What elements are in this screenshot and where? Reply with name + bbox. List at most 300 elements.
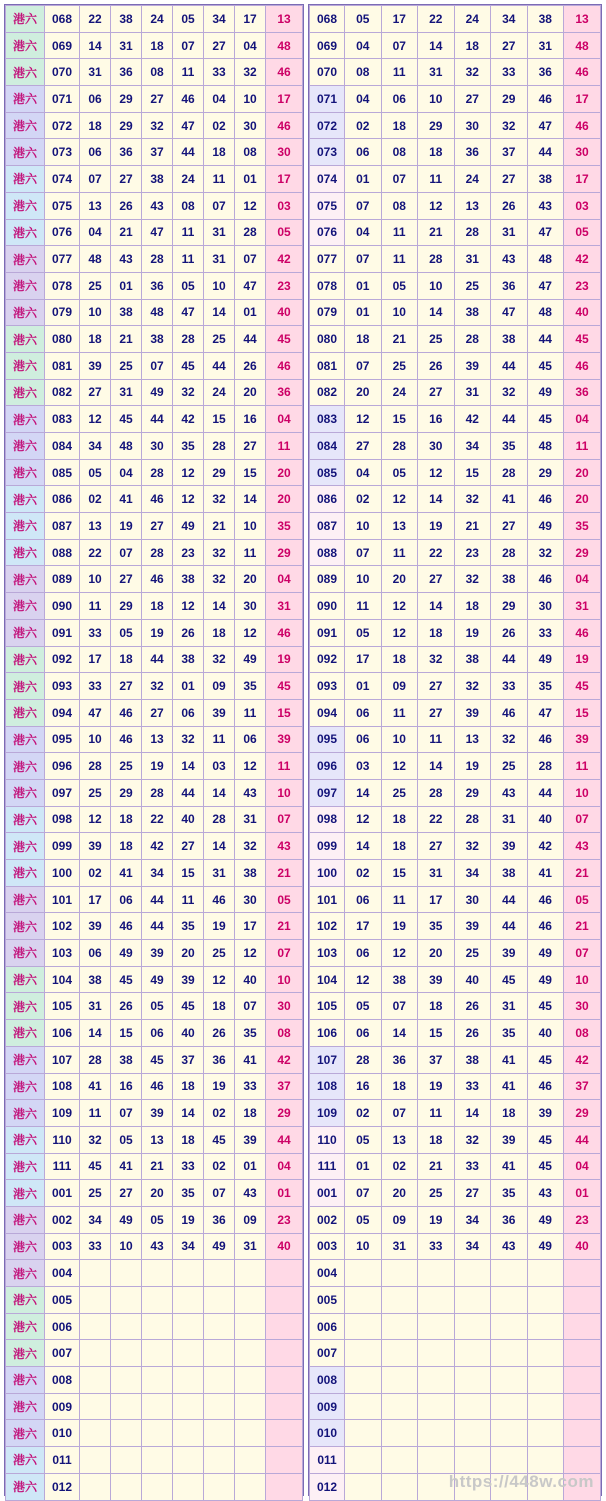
- number-cell: 37: [491, 139, 528, 166]
- number-cell: 45: [527, 352, 564, 379]
- special-number-cell: 40: [266, 1233, 303, 1260]
- number-cell: 13: [454, 192, 491, 219]
- number-cell: 17: [80, 646, 111, 673]
- number-cell: 44: [527, 326, 564, 353]
- table-row: [6, 806, 303, 833]
- number-cell: 31: [204, 246, 235, 273]
- number-cell: 29: [111, 779, 142, 806]
- number-cell: [381, 1447, 418, 1474]
- table-row: [6, 753, 303, 780]
- number-cell: 25: [204, 940, 235, 967]
- number-cell: 27: [454, 1180, 491, 1207]
- number-cell: 28: [381, 433, 418, 460]
- number-cell: [454, 1447, 491, 1474]
- number-cell: 01: [345, 272, 382, 299]
- row-index: 068: [45, 6, 80, 33]
- table-row: [310, 753, 601, 780]
- row-index: 100: [45, 860, 80, 887]
- number-cell: 43: [235, 779, 266, 806]
- number-cell: 38: [454, 299, 491, 326]
- number-cell: 49: [527, 1233, 564, 1260]
- row-index: 079: [45, 299, 80, 326]
- number-cell: [173, 1447, 204, 1474]
- special-number-cell: 46: [564, 112, 601, 139]
- number-cell: 43: [527, 192, 564, 219]
- row-index: 078: [45, 272, 80, 299]
- table-row: [310, 673, 601, 700]
- number-cell: 02: [204, 112, 235, 139]
- number-cell: 49: [527, 513, 564, 540]
- number-cell: 06: [111, 886, 142, 913]
- row-index: 102: [310, 913, 345, 940]
- number-cell: 26: [111, 993, 142, 1020]
- table-row: [6, 1180, 303, 1207]
- row-index: 095: [45, 726, 80, 753]
- number-cell: 45: [173, 352, 204, 379]
- number-cell: 25: [491, 753, 528, 780]
- number-cell: [80, 1287, 111, 1314]
- number-cell: 20: [235, 566, 266, 593]
- table-row: [6, 406, 303, 433]
- number-cell: 45: [142, 1046, 173, 1073]
- table-row: [6, 673, 303, 700]
- table-row: [6, 1420, 303, 1447]
- number-cell: 34: [454, 1233, 491, 1260]
- number-cell: [111, 1340, 142, 1367]
- number-cell: 11: [173, 59, 204, 86]
- number-cell: 34: [142, 860, 173, 887]
- row-index: 005: [45, 1287, 80, 1314]
- number-cell: 12: [80, 406, 111, 433]
- table-row: [6, 1447, 303, 1474]
- number-cell: 26: [235, 352, 266, 379]
- row-index: 003: [45, 1233, 80, 1260]
- number-cell: [418, 1393, 455, 1420]
- special-number-cell: 01: [266, 1180, 303, 1207]
- number-cell: 43: [491, 246, 528, 273]
- number-cell: [418, 1447, 455, 1474]
- row-index: 006: [45, 1313, 80, 1340]
- number-cell: 09: [235, 1206, 266, 1233]
- row-index: 087: [310, 513, 345, 540]
- number-cell: 17: [418, 886, 455, 913]
- number-cell: 11: [418, 726, 455, 753]
- special-number-cell: 07: [266, 940, 303, 967]
- table-row: [6, 593, 303, 620]
- table-row: [6, 326, 303, 353]
- number-cell: 18: [418, 139, 455, 166]
- row-index: 097: [45, 779, 80, 806]
- number-cell: 31: [381, 1233, 418, 1260]
- row-index: 106: [310, 1020, 345, 1047]
- number-cell: 11: [204, 166, 235, 193]
- table-row: [310, 406, 601, 433]
- number-cell: 32: [173, 726, 204, 753]
- number-cell: 46: [111, 699, 142, 726]
- row-label: 港六: [6, 940, 45, 967]
- special-number-cell: 19: [564, 646, 601, 673]
- special-number-cell: 23: [266, 272, 303, 299]
- number-cell: 29: [204, 459, 235, 486]
- number-cell: 10: [111, 1233, 142, 1260]
- number-cell: 36: [204, 1046, 235, 1073]
- number-cell: 16: [345, 1073, 382, 1100]
- number-cell: 37: [142, 139, 173, 166]
- row-label: 港六: [6, 272, 45, 299]
- number-cell: 44: [142, 913, 173, 940]
- row-label: 港六: [6, 913, 45, 940]
- number-cell: [235, 1313, 266, 1340]
- number-cell: 30: [454, 112, 491, 139]
- number-cell: 11: [80, 593, 111, 620]
- number-cell: 15: [381, 406, 418, 433]
- row-index: 088: [310, 539, 345, 566]
- table-row: [6, 1287, 303, 1314]
- special-number-cell: 21: [564, 860, 601, 887]
- number-cell: 18: [204, 993, 235, 1020]
- row-index: 004: [45, 1260, 80, 1287]
- number-cell: [80, 1260, 111, 1287]
- table-row: [6, 1126, 303, 1153]
- number-cell: 47: [142, 219, 173, 246]
- number-cell: [142, 1420, 173, 1447]
- row-label: 港六: [6, 1206, 45, 1233]
- number-cell: 32: [454, 486, 491, 513]
- number-cell: 25: [80, 779, 111, 806]
- number-cell: [491, 1447, 528, 1474]
- number-cell: 49: [142, 966, 173, 993]
- row-label: 港六: [6, 1367, 45, 1394]
- number-cell: 10: [80, 726, 111, 753]
- number-cell: 06: [345, 1020, 382, 1047]
- number-cell: 04: [111, 459, 142, 486]
- table-row: [310, 940, 601, 967]
- number-cell: 45: [491, 966, 528, 993]
- number-cell: 17: [345, 646, 382, 673]
- table-row: [310, 966, 601, 993]
- table-row: [6, 1073, 303, 1100]
- special-number-cell: [266, 1393, 303, 1420]
- number-cell: 25: [80, 1180, 111, 1207]
- table-row: [310, 379, 601, 406]
- number-cell: [527, 1313, 564, 1340]
- number-cell: 32: [235, 833, 266, 860]
- number-cell: [142, 1340, 173, 1367]
- number-cell: 45: [527, 406, 564, 433]
- number-cell: 11: [80, 1100, 111, 1127]
- number-cell: 45: [527, 993, 564, 1020]
- number-cell: 23: [173, 539, 204, 566]
- number-cell: 32: [235, 59, 266, 86]
- number-cell: 41: [491, 486, 528, 513]
- number-cell: 31: [111, 32, 142, 59]
- row-index: 012: [45, 1473, 80, 1500]
- number-cell: 21: [418, 219, 455, 246]
- number-cell: 34: [204, 6, 235, 33]
- number-cell: 10: [345, 1233, 382, 1260]
- row-label: 港六: [6, 886, 45, 913]
- number-cell: 38: [454, 1046, 491, 1073]
- number-cell: 46: [204, 886, 235, 913]
- number-cell: 05: [345, 1126, 382, 1153]
- special-number-cell: 40: [564, 299, 601, 326]
- number-cell: 01: [235, 1153, 266, 1180]
- row-index: 072: [45, 112, 80, 139]
- number-cell: 26: [491, 619, 528, 646]
- row-index: 007: [310, 1340, 345, 1367]
- special-number-cell: 13: [564, 6, 601, 33]
- row-index: 082: [310, 379, 345, 406]
- special-number-cell: 45: [564, 673, 601, 700]
- special-number-cell: 07: [564, 940, 601, 967]
- table-row: [310, 513, 601, 540]
- table-row: [310, 726, 601, 753]
- row-label: 港六: [6, 1100, 45, 1127]
- number-cell: 38: [491, 566, 528, 593]
- number-cell: 19: [381, 913, 418, 940]
- number-cell: 38: [491, 860, 528, 887]
- number-cell: 19: [454, 619, 491, 646]
- special-number-cell: 03: [564, 192, 601, 219]
- number-cell: 11: [381, 886, 418, 913]
- number-cell: 39: [142, 1100, 173, 1127]
- number-cell: 15: [454, 459, 491, 486]
- number-cell: 40: [173, 806, 204, 833]
- number-cell: 07: [345, 1180, 382, 1207]
- table-row: [6, 913, 303, 940]
- number-cell: 10: [80, 299, 111, 326]
- special-number-cell: 11: [564, 753, 601, 780]
- number-cell: 21: [111, 326, 142, 353]
- number-cell: 04: [345, 459, 382, 486]
- row-index: 092: [45, 646, 80, 673]
- table-row: [6, 379, 303, 406]
- number-cell: 29: [491, 593, 528, 620]
- left-results-table: [5, 5, 303, 1501]
- number-cell: 47: [527, 112, 564, 139]
- number-cell: 08: [345, 59, 382, 86]
- row-index: 081: [310, 352, 345, 379]
- number-cell: [204, 1260, 235, 1287]
- number-cell: [418, 1367, 455, 1394]
- special-number-cell: 45: [266, 673, 303, 700]
- number-cell: 39: [491, 833, 528, 860]
- number-cell: 12: [173, 486, 204, 513]
- row-index: 086: [310, 486, 345, 513]
- number-cell: 36: [454, 139, 491, 166]
- number-cell: 33: [80, 1233, 111, 1260]
- row-index: 074: [310, 166, 345, 193]
- number-cell: 49: [527, 1206, 564, 1233]
- number-cell: 11: [173, 886, 204, 913]
- special-number-cell: [564, 1393, 601, 1420]
- number-cell: 23: [454, 539, 491, 566]
- special-number-cell: [564, 1447, 601, 1474]
- number-cell: [454, 1367, 491, 1394]
- number-cell: 34: [173, 1233, 204, 1260]
- row-label: 港六: [6, 219, 45, 246]
- table-row: [6, 433, 303, 460]
- number-cell: [527, 1393, 564, 1420]
- number-cell: [142, 1393, 173, 1420]
- row-label: 港六: [6, 966, 45, 993]
- number-cell: 18: [235, 1100, 266, 1127]
- number-cell: 41: [527, 860, 564, 887]
- number-cell: 42: [454, 406, 491, 433]
- row-label: 港六: [6, 833, 45, 860]
- number-cell: [491, 1260, 528, 1287]
- row-index: 076: [310, 219, 345, 246]
- row-index: 101: [310, 886, 345, 913]
- table-row: [6, 1153, 303, 1180]
- number-cell: 31: [204, 860, 235, 887]
- number-cell: 12: [381, 486, 418, 513]
- number-cell: 27: [204, 32, 235, 59]
- number-cell: 17: [80, 886, 111, 913]
- number-cell: 27: [491, 513, 528, 540]
- number-cell: 31: [235, 1233, 266, 1260]
- number-cell: 12: [381, 619, 418, 646]
- number-cell: 38: [527, 166, 564, 193]
- number-cell: 48: [111, 433, 142, 460]
- number-cell: 18: [381, 1073, 418, 1100]
- number-cell: 41: [111, 486, 142, 513]
- number-cell: [204, 1393, 235, 1420]
- special-number-cell: 30: [564, 993, 601, 1020]
- number-cell: 06: [345, 139, 382, 166]
- number-cell: 05: [381, 459, 418, 486]
- row-index: 088: [45, 539, 80, 566]
- number-cell: 06: [80, 86, 111, 113]
- number-cell: 06: [80, 940, 111, 967]
- special-number-cell: [266, 1340, 303, 1367]
- table-row: [310, 1393, 601, 1420]
- row-label: 港六: [6, 32, 45, 59]
- special-number-cell: 46: [564, 59, 601, 86]
- row-index: 005: [310, 1287, 345, 1314]
- special-number-cell: 31: [564, 593, 601, 620]
- number-cell: 25: [454, 272, 491, 299]
- number-cell: 33: [235, 1073, 266, 1100]
- number-cell: 07: [345, 539, 382, 566]
- row-index: 100: [310, 860, 345, 887]
- number-cell: 15: [418, 1020, 455, 1047]
- number-cell: 27: [345, 433, 382, 460]
- number-cell: 38: [381, 966, 418, 993]
- number-cell: 39: [173, 966, 204, 993]
- table-row: [310, 1073, 601, 1100]
- number-cell: 02: [345, 1100, 382, 1127]
- number-cell: 04: [345, 86, 382, 113]
- number-cell: 28: [80, 1046, 111, 1073]
- number-cell: 07: [173, 32, 204, 59]
- table-row: [310, 326, 601, 353]
- number-cell: 05: [80, 459, 111, 486]
- number-cell: 36: [527, 59, 564, 86]
- number-cell: 28: [204, 433, 235, 460]
- row-label: 港六: [6, 86, 45, 113]
- number-cell: [345, 1340, 382, 1367]
- special-number-cell: 04: [564, 406, 601, 433]
- number-cell: 39: [80, 913, 111, 940]
- special-number-cell: 17: [564, 166, 601, 193]
- row-index: 093: [45, 673, 80, 700]
- table-row: [310, 1420, 601, 1447]
- row-index: 095: [310, 726, 345, 753]
- number-cell: 39: [491, 1126, 528, 1153]
- number-cell: 28: [454, 219, 491, 246]
- row-index: 075: [45, 192, 80, 219]
- number-cell: 05: [142, 993, 173, 1020]
- number-cell: 29: [111, 112, 142, 139]
- number-cell: 33: [173, 1153, 204, 1180]
- row-index: 072: [310, 112, 345, 139]
- row-index: 085: [45, 459, 80, 486]
- number-cell: 47: [173, 112, 204, 139]
- number-cell: 33: [80, 619, 111, 646]
- number-cell: 18: [142, 32, 173, 59]
- row-index: 082: [45, 379, 80, 406]
- row-index: 078: [310, 272, 345, 299]
- number-cell: 17: [381, 6, 418, 33]
- number-cell: 41: [111, 1153, 142, 1180]
- number-cell: [80, 1367, 111, 1394]
- row-index: 008: [310, 1367, 345, 1394]
- number-cell: 14: [381, 1020, 418, 1047]
- row-index: 011: [45, 1447, 80, 1474]
- table-row: [6, 139, 303, 166]
- number-cell: 39: [418, 966, 455, 993]
- special-number-cell: 05: [266, 886, 303, 913]
- number-cell: 31: [491, 993, 528, 1020]
- table-row: [6, 699, 303, 726]
- number-cell: 35: [235, 673, 266, 700]
- row-index: 094: [45, 699, 80, 726]
- number-cell: 07: [345, 352, 382, 379]
- special-number-cell: [564, 1420, 601, 1447]
- number-cell: [142, 1473, 173, 1500]
- number-cell: 19: [454, 753, 491, 780]
- number-cell: [454, 1393, 491, 1420]
- number-cell: 18: [345, 326, 382, 353]
- number-cell: [345, 1420, 382, 1447]
- number-cell: 27: [418, 833, 455, 860]
- number-cell: [173, 1340, 204, 1367]
- number-cell: 38: [142, 326, 173, 353]
- table-row: [310, 1046, 601, 1073]
- number-cell: 06: [381, 86, 418, 113]
- number-cell: 31: [204, 219, 235, 246]
- special-number-cell: 21: [266, 913, 303, 940]
- number-cell: 25: [381, 779, 418, 806]
- number-cell: 05: [345, 1206, 382, 1233]
- row-index: 096: [310, 753, 345, 780]
- row-label: 港六: [6, 433, 45, 460]
- number-cell: 13: [142, 726, 173, 753]
- number-cell: 15: [381, 860, 418, 887]
- number-cell: [111, 1447, 142, 1474]
- table-row: [6, 1206, 303, 1233]
- number-cell: [491, 1393, 528, 1420]
- table-row: [6, 246, 303, 273]
- number-cell: 24: [142, 6, 173, 33]
- number-cell: 45: [80, 1153, 111, 1180]
- number-cell: 15: [111, 1020, 142, 1047]
- number-cell: [454, 1287, 491, 1314]
- number-cell: 38: [454, 646, 491, 673]
- number-cell: 39: [235, 1126, 266, 1153]
- number-cell: 07: [345, 192, 382, 219]
